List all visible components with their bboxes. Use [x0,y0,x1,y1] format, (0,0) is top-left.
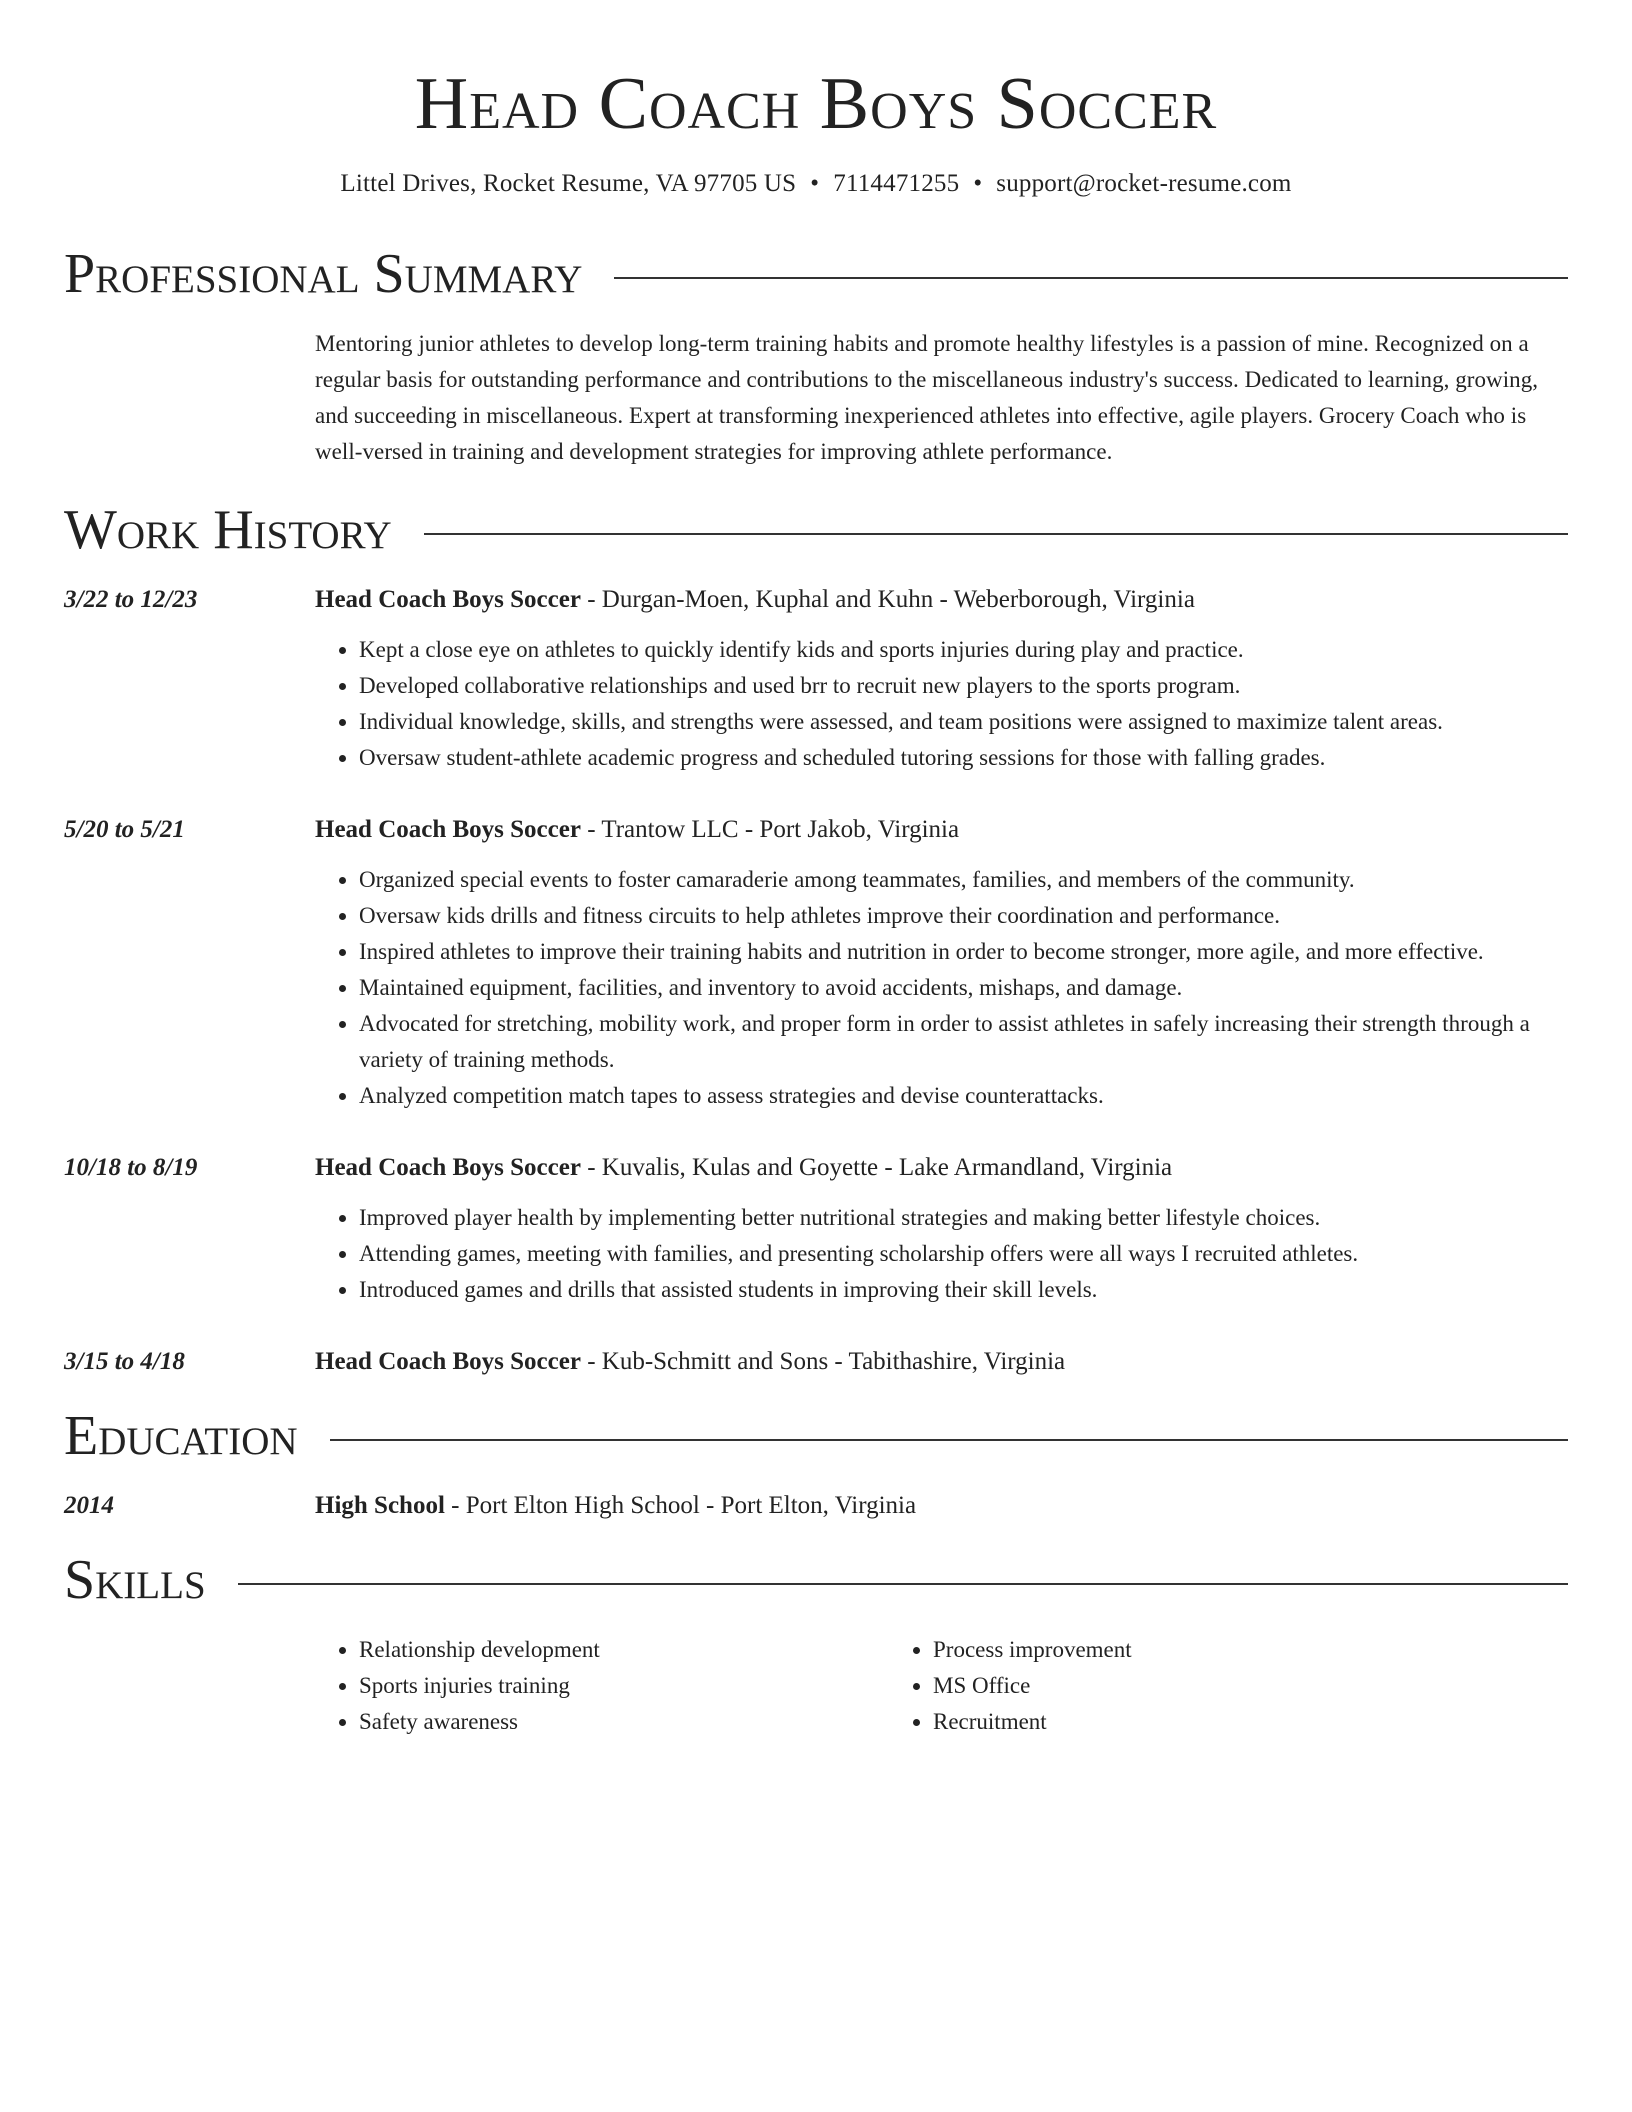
education-degree: High School [315,1492,445,1519]
job-dates: 10/18 to 8/19 [64,1154,198,1181]
job-details: - Kub-Schmitt and Sons - Tabithashire, Virginia [580,1348,1066,1375]
skills-column-right [889,1632,1463,1740]
education-heading: Education [64,1405,298,1467]
job-details: - Durgan-Moen, Kuphal and Kuhn - Weberborough, Virginia [580,586,1195,613]
job-title-line [315,1150,1568,1186]
list-item: • Inspired athletes to improve their training habits and nutrition in order to become stronger, more agile, and more effective. [359,934,1568,970]
job-dates: 3/22 to 12/23 [64,586,198,613]
job-dates: 5/20 to 5/21 [64,816,185,843]
job-title: Head Coach Boys Soccer [315,1154,581,1181]
section-divider [424,533,1568,535]
education-entry [64,1488,1568,1524]
job-entry [64,1344,1568,1380]
job-title-line [315,582,1568,618]
section-divider [238,1583,1568,1585]
contact-separator: • [810,170,820,197]
contact-line [64,168,1568,200]
list-item: • Maintained equipment, facilities, and inventory to avoid accidents, mishaps, and damage. [359,970,1568,1006]
skills-heading: Skills [64,1549,206,1611]
section-divider [614,277,1568,279]
list-item: • Developed collaborative relationships and used brr to recruit new players to the sports program. [359,668,1568,704]
job-dates: 3/15 to 4/18 [64,1348,185,1375]
education-year: 2014 [64,1492,114,1519]
job-bullets [315,632,1568,776]
skills-column-left [315,1632,889,1740]
list-item: • Advocated for stretching, mobility work, and proper form in order to assist athletes in safely increasing their strength through a variety of training methods. [359,1006,1568,1078]
email: support@rocket-resume.com [996,170,1292,197]
job-title-line [315,812,1568,848]
summary-heading: Professional Summary [64,243,583,305]
skill-item: • Sports injuries training [359,1668,889,1704]
contact-separator: • [973,170,983,197]
list-item: • Individual knowledge, skills, and strengths were assessed, and team positions were assigned to maximize talent areas. [359,704,1568,740]
job-entry [64,812,1568,1114]
job-title: Head Coach Boys Soccer [315,816,581,843]
list-item: • Oversaw student-athlete academic progress and scheduled tutoring sessions for those with falling grades. [359,740,1568,776]
job-title: Head Coach Boys Soccer [315,1348,581,1375]
list-item: • Attending games, meeting with families, and presenting scholarship offers were all ways I recruited athletes. [359,1236,1568,1272]
job-details: - Kuvalis, Kulas and Goyette - Lake Armandland, Virginia [580,1154,1173,1181]
job-entry [64,582,1568,776]
education-details: - Port Elton High School - Port Elton, Virginia [444,1492,917,1519]
skill-item: • Relationship development [359,1632,889,1668]
summary-text: Mentoring junior athletes to develop long-term training habits and promote healthy lifestyles is a passion of mine. Recognized on a regular basis for outstanding performance and contributions to the miscellaneous industry's success. Dedicated to learning, growing, and succeeding in miscellaneous. Expert at transforming inexperienced athletes into effective, agile players. Grocery Coach who is well-versed in training and development strategies for improving athlete performance. [315,331,1539,464]
skills-list [315,1632,1568,1740]
section-divider [330,1439,1568,1441]
skills-section-header [64,1550,1568,1610]
skill-item: • Safety awareness [359,1704,889,1740]
list-item: • Organized special events to foster camaraderie among teammates, families, and members of the community. [359,862,1568,898]
work-section-header [64,500,1568,560]
list-item: • Oversaw kids drills and fitness circuits to help athletes improve their coordination and performance. [359,898,1568,934]
education-section-header [64,1406,1568,1466]
job-entry [64,1150,1568,1308]
list-item: • Analyzed competition match tapes to assess strategies and devise counterattacks. [359,1078,1568,1114]
job-bullets [315,1200,1568,1308]
phone: 7114471255 [833,170,960,197]
candidate-name: Head Coach Boys Soccer [414,63,1218,145]
summary-section-header [64,244,1568,304]
skill-item: • Recruitment [933,1704,1463,1740]
job-title: Head Coach Boys Soccer [315,586,581,613]
skill-item: • Process improvement [933,1632,1463,1668]
job-bullets [315,862,1568,1114]
education-line [315,1488,1568,1524]
job-details: - Trantow LLC - Port Jakob, Virginia [580,816,960,843]
job-title-line [315,1344,1568,1380]
skill-item: • MS Office [933,1668,1463,1704]
list-item: • Kept a close eye on athletes to quickly identify kids and sports injuries during play and practice. [359,632,1568,668]
work-heading: Work History [64,499,392,561]
list-item: • Introduced games and drills that assisted students in improving their skill levels. [359,1272,1568,1308]
list-item: • Improved player health by implementing better nutritional strategies and making better lifestyle choices. [359,1200,1568,1236]
address: Littel Drives, Rocket Resume, VA 97705 US [340,170,797,197]
